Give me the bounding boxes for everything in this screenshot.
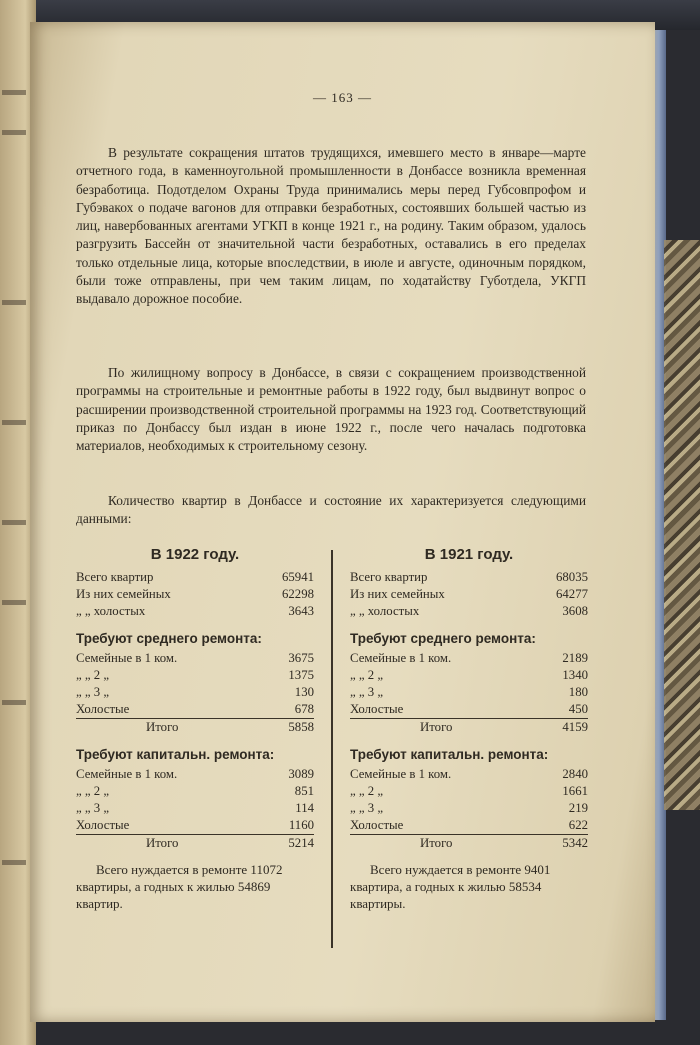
table-row <box>350 667 588 684</box>
row-label: „ „ 2 „ <box>350 783 384 798</box>
row-label: „ „ 2 „ <box>76 783 110 798</box>
row-value: 65941 <box>282 570 314 584</box>
row-label: Всего квартир <box>350 570 428 584</box>
row-value: 68035 <box>556 570 588 584</box>
total-value: 4159 <box>562 720 588 735</box>
row-label: Семейные в 1 ком. <box>350 650 452 665</box>
total-label: Итого <box>420 720 453 735</box>
row-label: „ „ 3 „ <box>350 801 384 816</box>
table-row <box>350 783 588 800</box>
table-row <box>76 650 314 667</box>
marbled-cover <box>664 240 700 810</box>
summary-note: Всего нуждается в ремонте 9401 квартира, а годных к жилью 58534 квартиры. <box>350 861 551 911</box>
row-value: 1160 <box>288 818 314 833</box>
row-value: 130 <box>294 685 314 700</box>
row-label: Семейные в 1 ком. <box>76 766 178 781</box>
row-label: „ „ 2 „ <box>350 667 384 682</box>
row-value: 3643 <box>288 604 314 619</box>
book-page <box>30 22 655 1022</box>
table-row <box>76 817 314 834</box>
table-row <box>350 586 588 603</box>
table-row <box>350 650 588 667</box>
total-label: Итого <box>420 836 453 851</box>
row-value: 180 <box>568 685 588 700</box>
medium-repair-heading: Требуют среднего ремонта: <box>350 630 536 646</box>
table-row <box>350 817 588 834</box>
medium-repair-heading: Требуют среднего ремонта: <box>76 630 262 646</box>
row-value: 1661 <box>562 783 588 798</box>
year-heading: В 1921 году. <box>424 546 514 563</box>
row-value: 1375 <box>288 667 314 682</box>
row-value: 62298 <box>282 587 314 602</box>
row-value: 3608 <box>562 604 588 619</box>
table-row <box>76 667 314 684</box>
total-label: Итого <box>146 836 179 851</box>
table-row <box>76 684 314 701</box>
table-row <box>350 569 588 586</box>
table-row <box>76 603 314 620</box>
row-value: 3675 <box>288 650 314 665</box>
table-row <box>76 783 314 800</box>
row-value: 2189 <box>562 650 588 665</box>
capital-repair-heading: Требуют капитальн. ремонта: <box>350 746 549 762</box>
table-row <box>350 701 588 718</box>
row-label: Холостые <box>76 702 130 717</box>
row-label: „ „ 3 „ <box>350 685 384 700</box>
row-label: „ „ 2 „ <box>76 667 110 682</box>
summary-note: Всего нуждается в ремонте 11072 квартиры, а годных к жилью 54869 квартир. <box>76 861 283 911</box>
row-label: Из них семейных <box>350 587 445 602</box>
table-row <box>76 569 314 586</box>
row-label: Холостые <box>350 818 404 833</box>
row-label: Из них семейных <box>76 587 171 602</box>
row-label: „ „ 3 „ <box>76 801 110 816</box>
year-heading: В 1922 году. <box>150 546 240 563</box>
column-divider <box>331 550 333 948</box>
total-value: 5858 <box>288 720 314 735</box>
row-value: 2840 <box>562 766 588 781</box>
row-label: Всего квартир <box>76 570 154 584</box>
row-value: 1340 <box>562 667 588 682</box>
row-value: 678 <box>294 702 314 717</box>
total-row <box>76 834 314 852</box>
row-label: „ „ 3 „ <box>76 685 110 700</box>
total-row <box>350 718 588 736</box>
total-label: Итого <box>146 720 179 735</box>
table-row <box>350 603 588 620</box>
total-value: 5342 <box>562 836 588 851</box>
table-column-1921 <box>350 542 588 912</box>
row-label: Холостые <box>350 702 404 717</box>
row-value: 219 <box>568 801 588 816</box>
paragraph-housing: По жилищному вопросу в Донбассе, в связи с сокращением производственной программы на строительные и ремонтные работы в 1922 году, был выдвинут вопрос о расширении производственной строительной программы на 1923 год. Соответствующий приказ по Донбассу был издан в июне 1922 г., после чего началась подготовка материалов, необходимых к строительному сезону. <box>76 365 586 454</box>
table-row <box>76 701 314 718</box>
table-row <box>350 766 588 783</box>
row-value: 851 <box>294 783 314 798</box>
table-row <box>76 766 314 783</box>
paragraph-unemployment: В результате сокращения штатов трудящихся, имевшего место в январе—марте отчетного года, в каменноугольной промышленности в Донбассе возникла временная безработица. Подотделом Охраны Труда принимались меры перед Губсовпрофом и Губэвакох о подаче вагонов для отправки безработных, состоявших большей частью из лиц, навербованных агентами УГКП в конце 1921 г., на родину. Таким образом, удалось разгрузить Бассейн от значительной части безработных, оставались в его пределах только отдельные лица, которые впоследствии, в июле и августе, одиночным порядком, были тоже отправлены, при чем таким лицам, по ходатайству Губотдела, УКГП выдавало дорожное пособие. <box>76 145 586 307</box>
row-label: „ „ холостых <box>350 604 420 619</box>
row-label: Семейные в 1 ком. <box>350 766 452 781</box>
row-value: 450 <box>568 702 588 717</box>
table-row <box>76 586 314 603</box>
row-value: 64277 <box>556 587 588 602</box>
table-column-1922 <box>76 542 314 912</box>
total-row <box>350 834 588 852</box>
row-label: Холостые <box>76 818 130 833</box>
row-value: 622 <box>568 818 588 833</box>
table-row <box>76 800 314 817</box>
row-label: Семейные в 1 ком. <box>76 650 178 665</box>
row-value: 114 <box>295 801 314 816</box>
total-row <box>76 718 314 736</box>
row-label: „ „ холостых <box>76 604 146 619</box>
capital-repair-heading: Требуют капитальн. ремонта: <box>76 746 275 762</box>
page-number: — 163 — <box>313 90 372 105</box>
table-row <box>350 800 588 817</box>
total-value: 5214 <box>288 836 314 851</box>
row-value: 3089 <box>288 766 314 781</box>
table-row <box>350 684 588 701</box>
paragraph-intro-table: Количество квартир в Донбассе и состояние их характеризуется следующими данными: <box>76 493 586 527</box>
